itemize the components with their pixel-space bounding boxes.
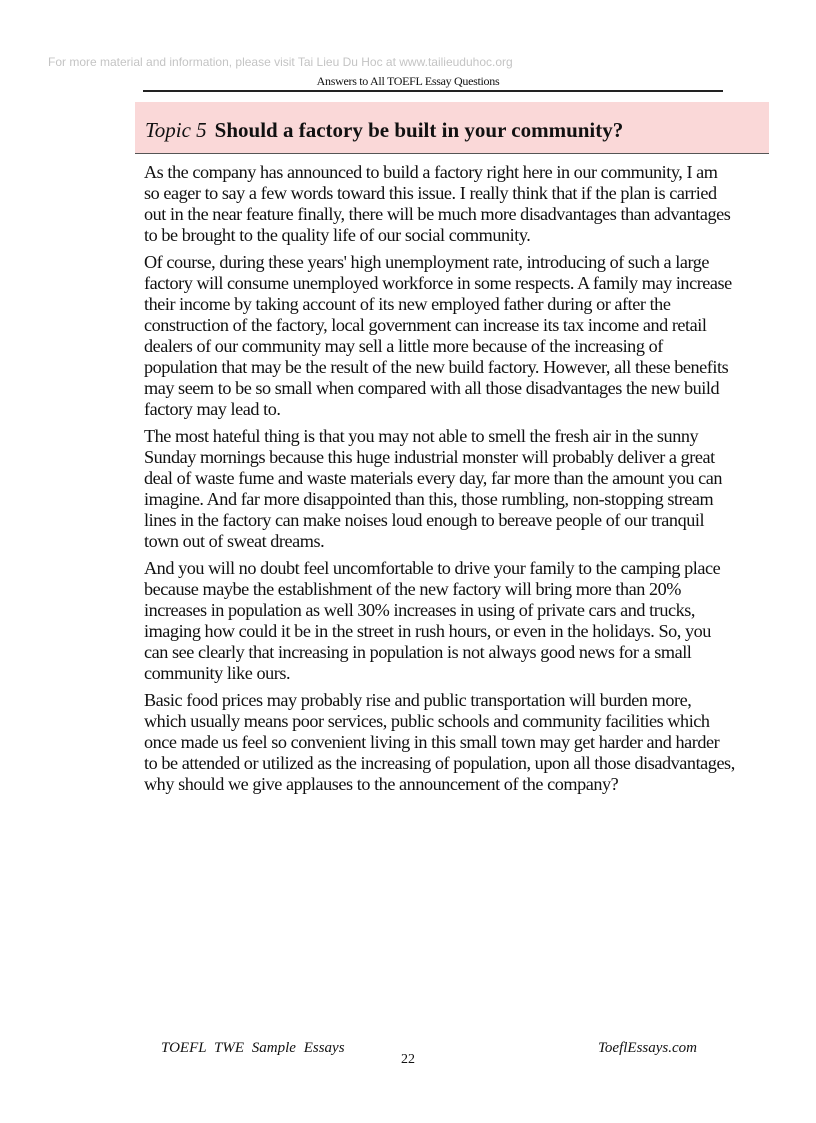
essay-paragraph-3: The most hateful thing is that you may not able to smell the fresh air in the sunny Sunday mornings because this huge industrial monster will probably deliver a great deal of waste fume and waste materials every day, far more than the amount you can imagine. And far more disappointed than this, those rumbling, non-stopping stream lines in the factory can make noises loud enough to bereave people of our tranquil town out of sweat dreams. — [144, 426, 723, 551]
header-divider — [143, 90, 723, 92]
topic-label: Topic 5 — [145, 118, 207, 142]
essay-paragraph-5: Basic food prices may probably rise and public transportation will burden more, which usually means poor services, public schools and community facilities which once made us feel so convenient living in this small town may get harder and harder to be attended or utilized as the increasing of population, upon all those disadvantages, why should we give applauses to the announcement of the company? — [144, 690, 735, 794]
footer-book-title: TOEFL TWE Sample Essays — [161, 1040, 345, 1056]
footer-website: ToeflEssays.com — [597, 1040, 697, 1056]
topic-title: Should a factory be built in your community? — [214, 118, 624, 142]
topic-heading — [135, 102, 769, 154]
watermark-text: For more material and information, please visit Tai Lieu Du Hoc at www.tailieuduhoc.org — [48, 55, 513, 69]
essay-paragraph-4: And you will no doubt feel uncomfortable to drive your family to the camping place because maybe the establishment of the new factory will bring more than 20% increases in population as well 30% increases in using of private cars and trucks, imaging how could it be in the street in rush hours, or even in the holidays. So, you can see clearly that increasing in population is not always good news for a small community like ours. — [144, 558, 721, 683]
essay-paragraph-1: As the company has announced to build a factory right here in our community, I am so eager to say a few words toward this issue. I really think that if the plan is carried out in the near feature finally, there will be much more disadvantages than advantages to be brought to the quality life of our social community. — [144, 162, 731, 245]
essay-body — [144, 162, 736, 801]
page-number: 22 — [401, 1052, 415, 1067]
essay-paragraph-2: Of course, during these years' high unemployment rate, introducing of such a large factory will consume unemployed workforce in some respects. A family may increase their income by taking account of its new employed father during or after the construction of the factory, local government can increase its tax income and retail dealers of our community may sell a little more because of the increasing of population that may be the result of the new build factory. However, all these benefits may seem to be so small when compared with all those disadvantages the new build factory may lead to. — [144, 252, 732, 419]
running-header: Answers to All TOEFL Essay Questions — [316, 74, 500, 88]
